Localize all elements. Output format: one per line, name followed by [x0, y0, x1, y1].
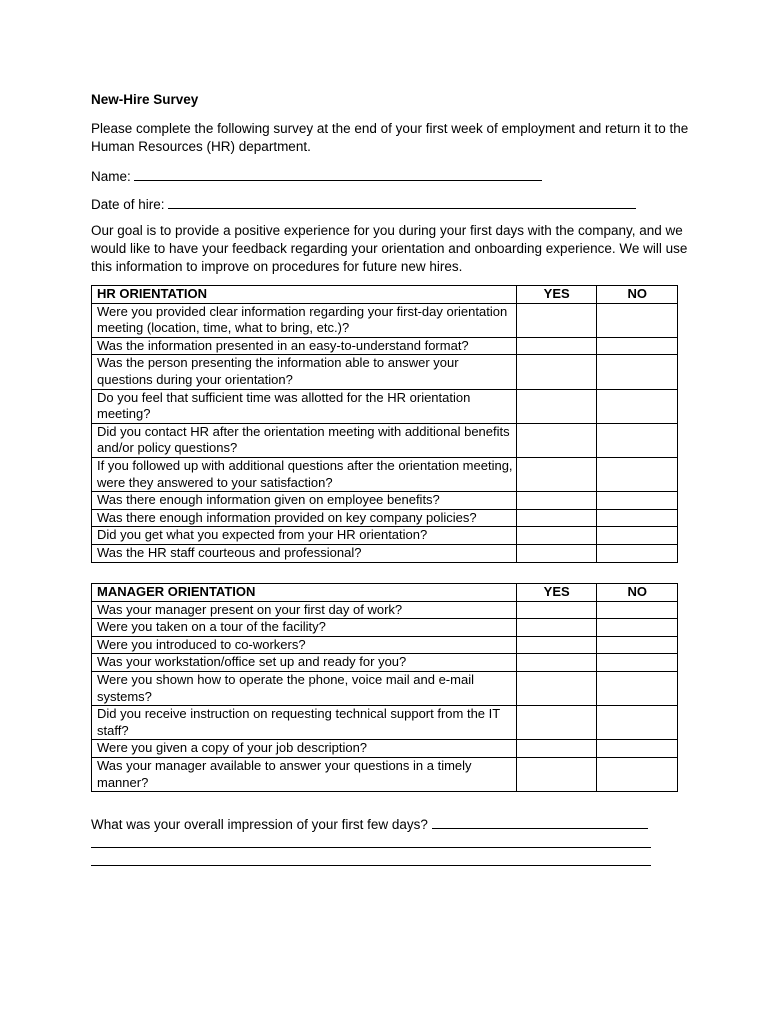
hr-table-header-row	[92, 286, 678, 304]
table-row	[92, 355, 678, 389]
manager-table-header-row	[92, 584, 678, 602]
overall-impression-blank-line[interactable]	[432, 815, 648, 829]
yes-answer-cell[interactable]	[516, 355, 597, 389]
table-row	[92, 757, 678, 791]
goal-paragraph: Our goal is to provide a positive experience for you during your first days with the company, and we would like to have your feedback regarding your orientation and onboarding experience. We will use this information to improve on procedures for future new hires.	[91, 223, 688, 274]
table-row	[92, 671, 678, 705]
table-row	[92, 492, 678, 510]
question-cell: Was your manager present on your first day of work?	[92, 601, 517, 619]
yes-answer-cell[interactable]	[516, 636, 597, 654]
yes-answer-cell[interactable]	[516, 706, 597, 740]
table-row	[92, 619, 678, 637]
question-cell: Do you feel that sufficient time was allotted for the HR orientation meeting?	[92, 389, 517, 423]
date-of-hire-label: Date of hire:	[91, 197, 165, 212]
no-answer-cell[interactable]	[597, 544, 678, 562]
question-cell: Were you shown how to operate the phone, voice mail and e-mail systems?	[92, 671, 517, 705]
page-title: New-Hire Survey	[91, 92, 199, 107]
yes-answer-cell[interactable]	[516, 492, 597, 510]
answer-blank-line[interactable]	[91, 847, 651, 848]
name-field[interactable]	[91, 167, 542, 184]
yes-answer-cell[interactable]	[516, 619, 597, 637]
question-cell: Were you given a copy of your job description?	[92, 740, 517, 758]
overall-impression-question: What was your overall impression of your first few days?	[91, 817, 428, 832]
yes-answer-cell[interactable]	[516, 544, 597, 562]
no-answer-cell[interactable]	[597, 527, 678, 545]
question-cell: Did you contact HR after the orientation meeting with additional benefits and/or policy questions?	[92, 423, 517, 457]
table-row	[92, 601, 678, 619]
no-answer-cell[interactable]	[597, 706, 678, 740]
question-cell: Was there enough information provided on key company policies?	[92, 509, 517, 527]
no-answer-cell[interactable]	[597, 671, 678, 705]
question-cell: Did you get what you expected from your HR orientation?	[92, 527, 517, 545]
question-cell: Were you introduced to co-workers?	[92, 636, 517, 654]
question-cell: Was the HR staff courteous and professional?	[92, 544, 517, 562]
table-row	[92, 423, 678, 457]
table-row	[92, 544, 678, 562]
yes-answer-cell[interactable]	[516, 757, 597, 791]
answer-blank-line[interactable]	[91, 865, 651, 866]
date-of-hire-blank-line[interactable]	[168, 195, 636, 209]
table-row	[92, 654, 678, 672]
question-cell: Was your workstation/office set up and ready for you?	[92, 654, 517, 672]
date-of-hire-field[interactable]	[91, 195, 636, 212]
no-answer-cell[interactable]	[597, 509, 678, 527]
question-cell: If you followed up with additional questions after the orientation meeting, were they answered to your satisfaction?	[92, 457, 517, 491]
table-row	[92, 509, 678, 527]
question-cell: Was the information presented in an easy-to-understand format?	[92, 337, 517, 355]
yes-answer-cell[interactable]	[516, 527, 597, 545]
table-row	[92, 303, 678, 337]
manager-table-header: MANAGER ORIENTATION	[92, 584, 517, 602]
no-answer-cell[interactable]	[597, 619, 678, 637]
no-answer-cell[interactable]	[597, 757, 678, 791]
table-row	[92, 527, 678, 545]
question-cell: Was there enough information given on employee benefits?	[92, 492, 517, 510]
name-blank-line[interactable]	[134, 167, 542, 181]
no-answer-cell[interactable]	[597, 636, 678, 654]
question-cell: Was your manager available to answer your questions in a timely manner?	[92, 757, 517, 791]
table-row	[92, 457, 678, 491]
hr-table-header: HR ORIENTATION	[92, 286, 517, 304]
no-answer-cell[interactable]	[597, 601, 678, 619]
table-row	[92, 337, 678, 355]
no-answer-cell[interactable]	[597, 337, 678, 355]
hr-no-header: NO	[597, 286, 678, 304]
yes-answer-cell[interactable]	[516, 654, 597, 672]
intro-paragraph: Please complete the following survey at the end of your first week of employment and return it to the Human Resources (HR) department.	[91, 121, 689, 154]
yes-answer-cell[interactable]	[516, 740, 597, 758]
no-answer-cell[interactable]	[597, 492, 678, 510]
no-answer-cell[interactable]	[597, 389, 678, 423]
yes-answer-cell[interactable]	[516, 337, 597, 355]
yes-answer-cell[interactable]	[516, 303, 597, 337]
yes-answer-cell[interactable]	[516, 423, 597, 457]
question-cell: Were you provided clear information regarding your first-day orientation meeting (location, time, what to bring, etc.)?	[92, 303, 517, 337]
yes-answer-cell[interactable]	[516, 601, 597, 619]
question-cell: Was the person presenting the information able to answer your questions during your orientation?	[92, 355, 517, 389]
yes-answer-cell[interactable]	[516, 509, 597, 527]
hr-orientation-table	[91, 285, 678, 563]
no-answer-cell[interactable]	[597, 654, 678, 672]
no-answer-cell[interactable]	[597, 303, 678, 337]
yes-answer-cell[interactable]	[516, 389, 597, 423]
overall-impression-field[interactable]	[91, 815, 648, 832]
no-answer-cell[interactable]	[597, 423, 678, 457]
table-row	[92, 389, 678, 423]
question-cell: Were you taken on a tour of the facility?	[92, 619, 517, 637]
question-cell: Did you receive instruction on requesting technical support from the IT staff?	[92, 706, 517, 740]
name-label: Name:	[91, 169, 131, 184]
no-answer-cell[interactable]	[597, 740, 678, 758]
manager-yes-header: YES	[516, 584, 597, 602]
hr-yes-header: YES	[516, 286, 597, 304]
table-row	[92, 740, 678, 758]
yes-answer-cell[interactable]	[516, 671, 597, 705]
yes-answer-cell[interactable]	[516, 457, 597, 491]
manager-no-header: NO	[597, 584, 678, 602]
manager-orientation-table	[91, 583, 678, 792]
table-row	[92, 636, 678, 654]
no-answer-cell[interactable]	[597, 457, 678, 491]
table-row	[92, 706, 678, 740]
no-answer-cell[interactable]	[597, 355, 678, 389]
